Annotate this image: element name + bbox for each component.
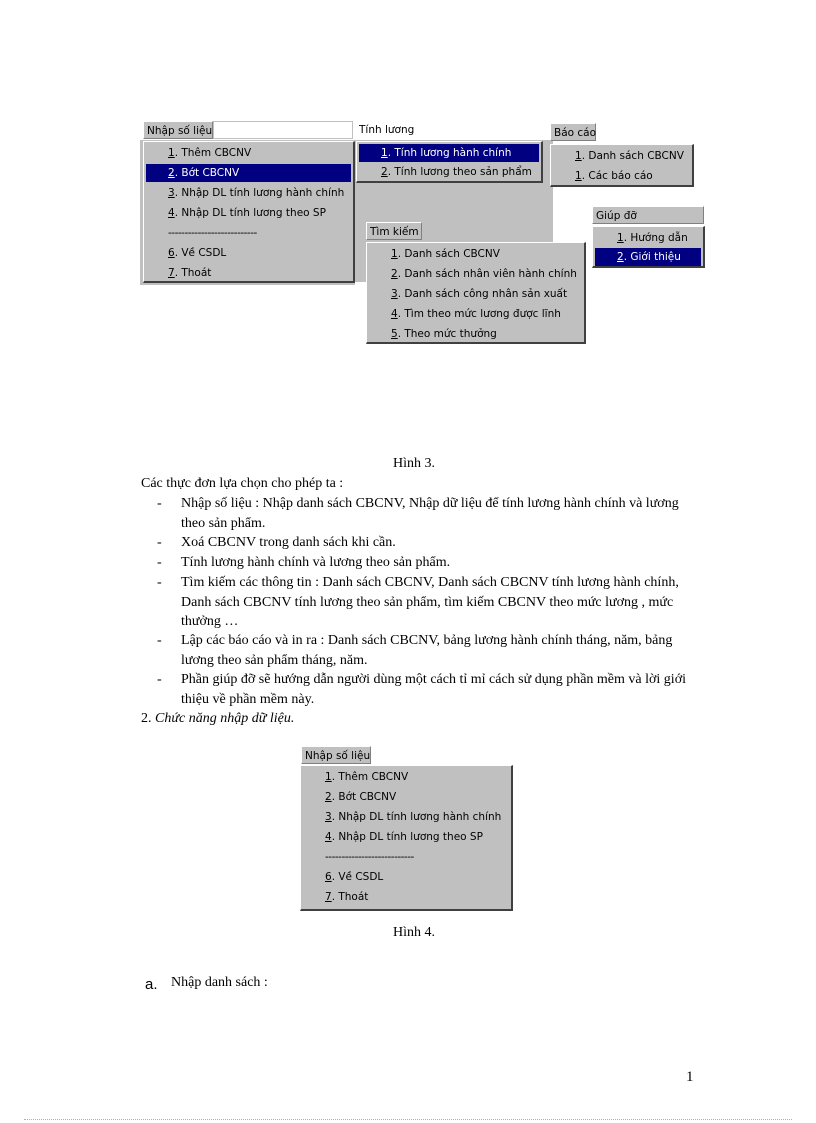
subsection-letter: a.: [145, 976, 158, 993]
bullet-dash: -: [157, 633, 162, 648]
menu-item[interactable]: 1. Hướng dẫn: [617, 232, 688, 244]
bullet-dash: -: [157, 575, 162, 590]
menu-item[interactable]: 1. Thêm CBCNV: [168, 147, 252, 159]
section-number: 2.: [141, 711, 152, 726]
menu-item[interactable]: 7. Thoát: [325, 891, 369, 903]
menu-item[interactable]: 4. Nhập DL tính lương theo SP: [325, 831, 483, 843]
menu-item[interactable]: 1. Danh sách CBCNV: [391, 248, 500, 260]
bullet-dash: -: [157, 535, 162, 550]
bullet-dash: -: [157, 496, 162, 511]
menu-item[interactable]: 4. Tìm theo mức lương được lĩnh: [391, 308, 561, 320]
dropdown-nhap-so-lieu: [143, 141, 355, 283]
figure-caption: Hình 4.: [393, 925, 435, 940]
menu-separator: ---------------------------: [325, 851, 414, 863]
menu-item-selected[interactable]: 1. Tính lương hành chính: [359, 144, 539, 162]
menu-title-giup-do[interactable]: Giúp đỡ: [592, 206, 704, 224]
list-item: Lập các báo cáo và in ra : Danh sách CBCNV, bảng lương hành chính tháng, năm, bảng lương theo sản phẩm tháng, năm.: [181, 633, 673, 668]
menu-item-selected[interactable]: 2. Giới thiệu: [595, 248, 701, 266]
menu-item[interactable]: 2. Danh sách nhân viên hành chính: [391, 268, 577, 280]
menu-title-tim-kiem[interactable]: Tìm kiếm: [366, 222, 422, 240]
menu-title-tinh-luong[interactable]: Tính lương: [356, 121, 418, 139]
menu-item[interactable]: 2. Tính lương theo sản phẩm: [381, 166, 532, 178]
bullet-dash: -: [157, 672, 162, 687]
page-number: 1: [686, 1069, 694, 1085]
menu-separator: ---------------------------: [168, 227, 257, 239]
list-item: Xoá CBCNV trong danh sách khi cần.: [181, 535, 396, 550]
menu-item[interactable]: 2. Bớt CBCNV: [325, 791, 397, 803]
list-item: Tính lương hành chính và lương theo sản phẩm.: [181, 555, 451, 570]
dropdown-tinh-luong: [356, 141, 543, 183]
subsection-text: Nhập danh sách :: [171, 975, 268, 990]
page-bottom-border: [24, 1119, 792, 1120]
menu-title-bao-cao[interactable]: Báo cáo: [550, 123, 596, 141]
bullet-dash: -: [157, 555, 162, 570]
section-heading: [141, 709, 701, 729]
menu-item[interactable]: 6. Về CSDL: [168, 247, 227, 259]
menu-item[interactable]: 1. Thêm CBCNV: [325, 771, 409, 783]
menu-title-nhap-so-lieu[interactable]: Nhập số liệu: [143, 121, 213, 139]
dropdown-giup-do: [592, 226, 705, 268]
section-title: Chức năng nhập dữ liệu.: [155, 711, 295, 726]
menu-item[interactable]: 7. Thoát: [168, 267, 212, 279]
menu-item[interactable]: 4. Nhập DL tính lương theo SP: [168, 207, 326, 219]
list-item: Phần giúp đỡ sẽ hướng dẫn người dùng một cách tỉ mỉ cách sử dụng phần mềm và lời giới thiệu về phần mềm này.: [181, 672, 686, 707]
menu-item[interactable]: 1. Danh sách CBCNV: [575, 150, 684, 162]
menu-item[interactable]: 6. Về CSDL: [325, 871, 384, 883]
dropdown-tim-kiem: [366, 242, 586, 344]
dropdown-nhap-so-lieu: [300, 765, 513, 911]
menu-item[interactable]: 3. Danh sách công nhân sản xuất: [391, 288, 568, 300]
menu-item-selected[interactable]: 2. Bớt CBCNV: [146, 164, 351, 182]
menu-item[interactable]: 3. Nhập DL tính lương hành chính: [168, 187, 345, 199]
menu-bar-blank: [213, 121, 353, 139]
intro-text: Các thực đơn lựa chọn cho phép ta :: [141, 476, 344, 491]
menu-item[interactable]: 5. Theo mức thưởng: [391, 328, 497, 340]
menu-item[interactable]: 3. Nhập DL tính lương hành chính: [325, 811, 502, 823]
dropdown-bao-cao: [550, 144, 694, 187]
menu-item[interactable]: 1. Các báo cáo: [575, 170, 653, 182]
figure-caption: Hình 3.: [393, 456, 435, 471]
list-item: Nhập số liệu : Nhập danh sách CBCNV, Nhập dữ liệu để tính lương hành chính và lương theo sản phẩm.: [181, 496, 679, 531]
menu-title-nhap-so-lieu[interactable]: Nhập số liệu: [301, 746, 371, 764]
list-item: Tìm kiếm các thông tin : Danh sách CBCNV, Danh sách CBCNV tính lương hành chính, Danh sách CBCNV tính lương theo sản phẩm, tìm kiếm CBCNV theo mức lương , mức thưởng …: [181, 575, 679, 630]
